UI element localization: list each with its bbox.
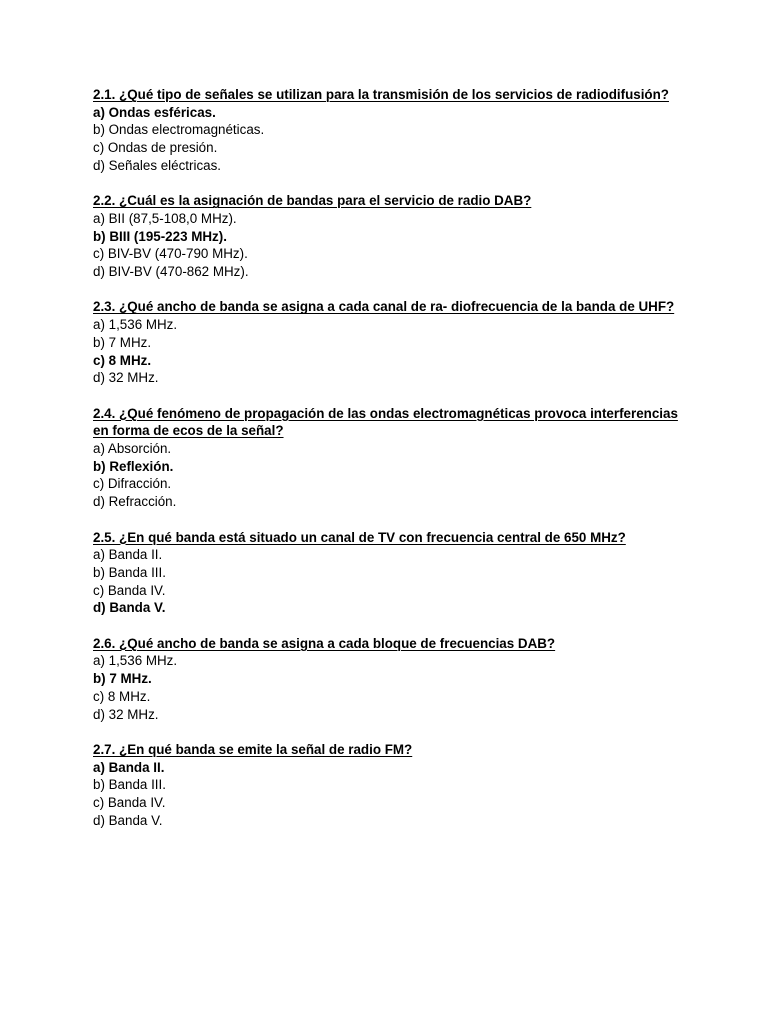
answer-option-d: d) BIV-BV (470-862 MHz).	[93, 264, 249, 280]
quiz-document	[93, 86, 678, 847]
answer-option-b: b) Ondas electromagnéticas.	[93, 122, 265, 138]
question-2-7	[93, 741, 678, 830]
answer-option-d: d) 32 MHz.	[93, 370, 159, 386]
question-title: 2.4. ¿Qué fenómeno de propagación de las ondas electromagnéticas provoca interferencias en forma de ecos de la señal?	[93, 405, 678, 439]
answer-option-d: d) Refracción.	[93, 494, 177, 510]
question-2-2	[93, 192, 678, 281]
answer-option-b: b) Banda III.	[93, 564, 166, 580]
answer-option-b: b) Reflexión.	[93, 458, 174, 474]
question-title: 2.6. ¿Qué ancho de banda se asigna a cada bloque de frecuencias DAB?	[93, 635, 556, 651]
answer-option-c: c) Difracción.	[93, 476, 172, 492]
answer-option-d: d) Señales eléctricas.	[93, 157, 222, 173]
answer-option-a: a) 1,536 MHz.	[93, 317, 178, 333]
question-title: 2.5. ¿En qué banda está situado un canal de TV con frecuencia central de 650 MHz?	[93, 529, 626, 545]
question-title: 2.1. ¿Qué tipo de señales se utilizan para la transmisión de los servicios de radiodifusión?	[93, 87, 669, 102]
question-title: 2.3. ¿Qué ancho de banda se asigna a cada canal de ra- diofrecuencia de la banda de UHF?	[93, 299, 675, 315]
answer-option-a: a) Absorción.	[93, 441, 172, 457]
question-2-6	[93, 635, 678, 724]
answer-option-d: d) Banda V.	[93, 812, 163, 828]
question-2-1	[93, 86, 678, 175]
answer-option-b: b) BIII (195-223 MHz).	[93, 228, 227, 244]
answer-option-c: c) Banda IV.	[93, 795, 166, 811]
answer-option-b: b) Banda III.	[93, 777, 166, 793]
answer-option-a: a) Banda II.	[93, 759, 165, 775]
question-2-5	[93, 529, 678, 618]
answer-option-c: c) 8 MHz.	[93, 352, 152, 368]
answer-option-b: b) 7 MHz.	[93, 334, 152, 350]
question-2-3	[93, 298, 678, 387]
question-title: 2.7. ¿En qué banda se emite la señal de radio FM?	[93, 741, 413, 757]
answer-option-c: c) 8 MHz.	[93, 688, 151, 704]
answer-option-a: a) 1,536 MHz.	[93, 653, 178, 669]
answer-option-c: c) Ondas de presión.	[93, 140, 218, 156]
answer-option-c: c) Banda IV.	[93, 582, 166, 598]
answer-option-a: a) Banda II.	[93, 547, 163, 563]
answer-option-d: d) 32 MHz.	[93, 706, 159, 722]
answer-option-a: a) BII (87,5-108,0 MHz).	[93, 210, 237, 226]
answer-option-c: c) BIV-BV (470-790 MHz).	[93, 246, 248, 262]
answer-option-d: d) Banda V.	[93, 600, 166, 616]
answer-option-b: b) 7 MHz.	[93, 671, 152, 687]
question-title: 2.2. ¿Cuál es la asignación de bandas para el servicio de radio DAB?	[93, 193, 532, 209]
question-2-4	[93, 405, 678, 511]
answer-option-a: a) Ondas esféricas.	[93, 104, 216, 120]
